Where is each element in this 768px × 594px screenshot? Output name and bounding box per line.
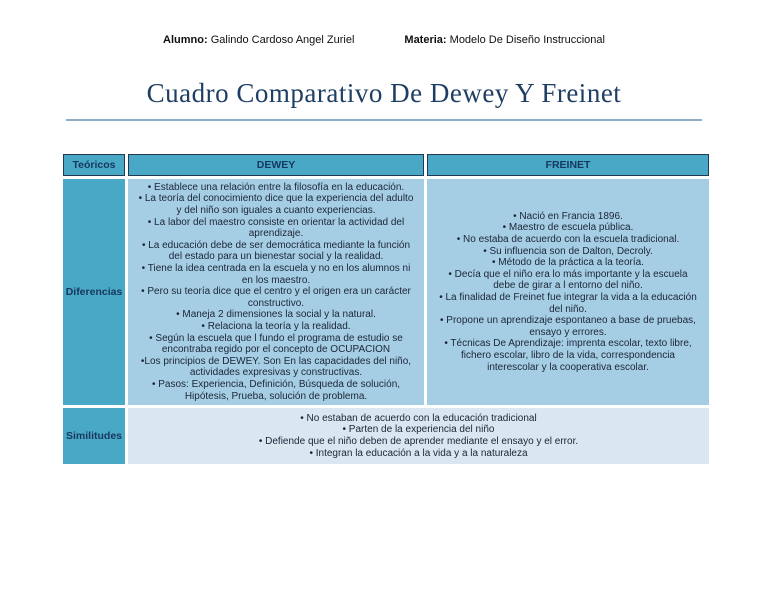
row-label-similitudes: Similitudes (63, 408, 125, 464)
bullet-item: • Técnicas De Aprendizaje: imprenta escolar, texto libre, fichero escolar, libro de la vida, correspondencia interescolar y la cooperativa escolar. (444, 338, 692, 373)
bullet-item: • Método de la práctica a la teoría. (492, 257, 644, 269)
cell-similitudes-merged (128, 408, 709, 464)
cell-dewey-diferencias (128, 179, 424, 405)
materia-label: Materia: (404, 34, 447, 46)
bullet-item: • Según la escuela que l fundo el programa de estudio se encontraba regido por el concepto de OCUPACION (149, 332, 403, 356)
bullet-item: • Relaciona la teoría y la realidad. (201, 320, 351, 332)
page-title: Cuadro Comparativo De Dewey Y Freinet (146, 78, 622, 108)
bullet-item: • La labor del maestro consiste en orientar la actividad del aprendizaje. (147, 216, 405, 240)
bullet-item: • Pero su teoría dice que el centro y el origen era un carácter constructivo. (141, 286, 411, 309)
cell-freinet-diferencias (427, 179, 709, 405)
bullet-item: • La teoría del conocimiento dice que la experiencia del adulto y del niño son iguales a cuanto experiencias. (138, 193, 414, 217)
table-corner-header: Teóricos (63, 154, 125, 176)
column-header-freinet: FREINET (427, 154, 709, 176)
row-label-diferencias: Diferencias (63, 179, 125, 405)
bullet-item: • Parten de la experiencia del niño (342, 424, 495, 436)
title-block (66, 78, 702, 121)
bullet-item: • Integran la educación a la vida y a la naturaleza (309, 447, 528, 459)
bullet-item: • Propone un aprendizaje espontaneo a base de pruebas, ensayo y errores. (440, 315, 696, 338)
doc-meta (0, 34, 768, 46)
bullet-item: • Pasos: Experiencia, Definición, Búsqueda de solución, Hipótesis, Prueba, solución de problema. (151, 378, 401, 402)
materia-value: Modelo De Diseño Instruccional (449, 34, 605, 46)
bullet-item: • Establece una relación entre la filosofía en la educación. (147, 181, 405, 193)
bullet-item: • Decía que el niño era lo más importante y la escuela debe de girar a l entorno del niño. (448, 268, 688, 292)
bullet-item: • Su influencia son de Dalton, Decroly. (483, 245, 653, 257)
alumno-value: Galindo Cardoso Angel Zuriel (210, 34, 355, 46)
bullet-item: • No estaba de acuerdo con la escuela tradicional. (456, 234, 680, 246)
bullet-item: • Defiende que el niño deben de aprender mediante el ensayo y el error. (258, 436, 579, 447)
bullet-item: •Los principios de DEWEY. Son En las capacidades del niño, actividades expresivas y constructivas. (140, 355, 412, 379)
bullet-item: • La finalidad de Freinet fue integrar la vida a la educación del niño. (439, 292, 697, 315)
comparison-table (63, 154, 709, 464)
bullet-item: • No estaban de acuerdo con la educación tradicional (300, 412, 537, 424)
alumno-label: Alumno: (163, 34, 208, 46)
alumno-field (163, 34, 354, 46)
bullet-item: • Tiene la idea centrada en la escuela y no en los alumnos ni en los maestro. (141, 263, 411, 286)
bullet-item: • La educación debe de ser democrática mediante la función del estado para un bienestar social y la realidad. (141, 239, 411, 263)
bullet-item: • Maneja 2 dimensiones la social y la natural. (176, 309, 376, 321)
bullet-item: • Maestro de escuela pública. (502, 222, 634, 234)
column-header-dewey: DEWEY (128, 154, 424, 176)
bullet-item: • Nació en Francia 1896. (513, 210, 623, 222)
materia-field (404, 34, 605, 46)
